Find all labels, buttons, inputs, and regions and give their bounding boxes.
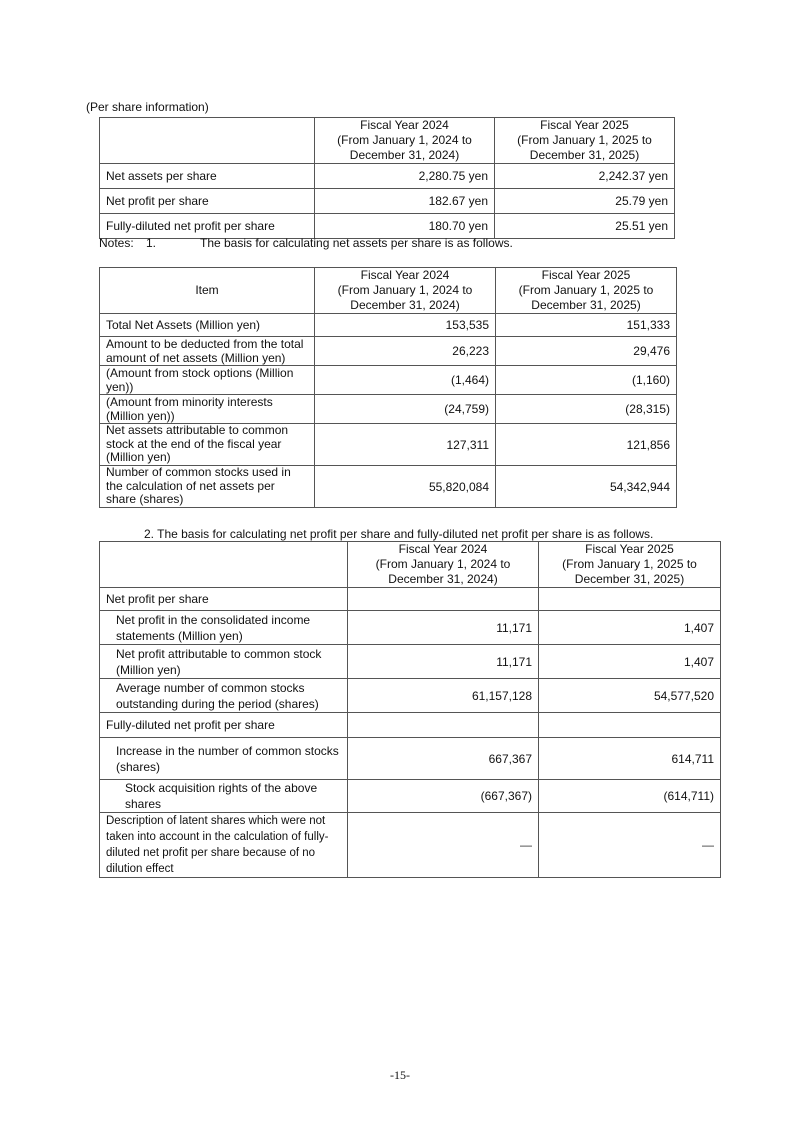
header-line: December 31, 2025) (574, 572, 685, 586)
section-label (100, 588, 348, 611)
row-label (100, 424, 315, 466)
empty-header-cell (100, 118, 315, 164)
label-line: outstanding during the period (shares) (116, 696, 319, 711)
fy2025-header (496, 268, 677, 314)
fy2024-header (348, 542, 539, 588)
fy2025-value: 151,333 (496, 314, 677, 337)
table-row (100, 738, 721, 780)
label-line: Net profit per share (106, 592, 209, 606)
label-line: (Million yen)) (106, 409, 175, 423)
row-label (100, 466, 315, 508)
table-row (100, 366, 677, 395)
fy2024-value: 11,171 (348, 645, 539, 679)
fy2025-value (539, 588, 721, 611)
label-line: (Million yen) (116, 662, 181, 677)
label-line: yen)) (106, 380, 134, 394)
header-line: Fiscal Year 2024 (398, 542, 488, 556)
page-number: -15- (390, 1068, 410, 1082)
label-line: (Million yen) (106, 450, 171, 465)
per-share-table (99, 117, 675, 239)
note1-prefix: Notes: (99, 236, 134, 250)
header-line: Fiscal Year 2025 (540, 118, 629, 132)
table-row (100, 314, 677, 337)
table-row (100, 588, 721, 611)
fy2024-value: 11,171 (348, 611, 539, 645)
table-row (100, 337, 677, 366)
fy2024-value: 2,280.75 yen (315, 164, 495, 189)
label-line: diluted net profit per share because of no (106, 847, 316, 859)
header-line: (From January 1, 2025 to (517, 133, 652, 147)
note2-text: 2. The basis for calculating net profit per share and fully-diluted net profit per share is as follows. (144, 527, 654, 541)
header-line: December 31, 2024) (349, 148, 460, 162)
header-line: (From January 1, 2025 to (562, 557, 697, 571)
label-line: (Amount from stock options (Million (106, 366, 294, 380)
label-line: Stock acquisition rights of the above (125, 781, 318, 795)
label-line: Total Net Assets (Million yen) (106, 318, 261, 332)
label-line: Average number of common stocks (116, 680, 305, 695)
row-label (100, 679, 348, 713)
label-line: Description of latent shares which were not (106, 815, 326, 827)
header-line: (From January 1, 2024 to (337, 133, 472, 147)
fy2025-value: 54,577,520 (539, 679, 721, 713)
table-header-row (100, 268, 677, 314)
row-label (100, 366, 315, 395)
header-line: December 31, 2024) (350, 298, 460, 312)
per-share-title: (Per share information) (86, 100, 209, 114)
fy2024-value (348, 588, 539, 611)
table-row (100, 189, 675, 214)
note1-number: 1. (146, 236, 157, 250)
fy2025-value: 1,407 (539, 611, 721, 645)
fy2024-value: (1,464) (315, 366, 496, 395)
label-line: dilution effect (106, 863, 174, 875)
table-row (100, 424, 677, 466)
fy2025-value: 614,711 (539, 738, 721, 780)
label-line: shares (125, 797, 162, 811)
label-line: (shares) (116, 759, 161, 774)
net-assets-basis-table (99, 267, 677, 508)
fy2024-value: ― (348, 813, 539, 878)
net-profit-basis-table (99, 541, 721, 878)
row-label (100, 395, 315, 424)
row-label (100, 780, 348, 813)
fy2024-value: 61,157,128 (348, 679, 539, 713)
fy2025-value: 2,242.37 yen (495, 164, 675, 189)
section-label (100, 713, 348, 738)
label-line: Increase in the number of common stocks (116, 743, 339, 758)
header-line: Fiscal Year 2025 (541, 268, 631, 282)
table-row (100, 780, 721, 813)
fy2025-value: (614,711) (539, 780, 721, 813)
row-label: Net profit per share (100, 189, 315, 214)
label-line: statements (Million yen) (116, 628, 243, 643)
empty-header-cell (100, 542, 348, 588)
fy2024-value: 182.67 yen (315, 189, 495, 214)
fy2024-value (348, 713, 539, 738)
row-label (100, 738, 348, 780)
table-row (100, 611, 721, 645)
fy2025-value: 29,476 (496, 337, 677, 366)
header-line: December 31, 2024) (388, 572, 498, 586)
row-label (100, 314, 315, 337)
label-line: share (shares) (106, 492, 184, 507)
label-line: the calculation of net assets per (106, 478, 275, 493)
row-label (100, 337, 315, 366)
fy2025-header (495, 118, 675, 164)
fy2025-value: 25.79 yen (495, 189, 675, 214)
fy2024-value: 180.70 yen (315, 214, 495, 239)
label-line: (Amount from minority interests (106, 395, 273, 409)
fy2025-value: ― (539, 813, 721, 878)
table-row (100, 214, 675, 239)
label-line: Net assets attributable to common (106, 423, 289, 438)
header-line: December 31, 2025) (531, 298, 641, 312)
table-row (100, 679, 721, 713)
fy2024-header (315, 118, 495, 164)
fy2024-value: 55,820,084 (315, 466, 496, 508)
header-line: (From January 1, 2024 to (337, 283, 473, 297)
item-header: Item (100, 268, 315, 314)
label-line: amount of net assets (Million yen) (106, 351, 286, 365)
fy2025-value (539, 713, 721, 738)
fy2025-value: 25.51 yen (495, 214, 675, 239)
row-label (100, 813, 348, 878)
header-line: (From January 1, 2024 to (375, 557, 511, 571)
fy2025-header (539, 542, 721, 588)
header-line: December 31, 2025) (529, 148, 640, 162)
row-label (100, 645, 348, 679)
note1-text: The basis for calculating net assets per share is as follows. (200, 236, 513, 250)
fy2024-header (315, 268, 496, 314)
fy2024-value: 26,223 (315, 337, 496, 366)
table-row (100, 713, 721, 738)
table-row (100, 164, 675, 189)
label-line: Fully-diluted net profit per share (106, 718, 275, 732)
fy2025-value: 1,407 (539, 645, 721, 679)
fy2025-value: (1,160) (496, 366, 677, 395)
header-line: (From January 1, 2025 to (518, 283, 654, 297)
header-line: Fiscal Year 2024 (360, 118, 449, 132)
label-line: Number of common stocks used in (106, 465, 291, 480)
fy2024-value: (667,367) (348, 780, 539, 813)
table-header-row (100, 118, 675, 164)
label-line: taken into account in the calculation of fully- (106, 831, 329, 843)
row-label: Fully-diluted net profit per share (100, 214, 315, 239)
fy2025-value: 121,856 (496, 424, 677, 466)
label-line: Amount to be deducted from the total (106, 337, 304, 351)
table-row (100, 645, 721, 679)
header-line: Fiscal Year 2024 (360, 268, 450, 282)
fy2024-value: (24,759) (315, 395, 496, 424)
fy2024-value: 667,367 (348, 738, 539, 780)
fy2025-value: (28,315) (496, 395, 677, 424)
row-label: Net assets per share (100, 164, 315, 189)
table-header-row (100, 542, 721, 588)
row-label (100, 611, 348, 645)
label-line: stock at the end of the fiscal year (106, 436, 282, 451)
label-line: Net profit attributable to common stock (116, 646, 322, 661)
label-line: Net profit in the consolidated income (116, 612, 311, 627)
fy2025-value: 54,342,944 (496, 466, 677, 508)
header-line: Fiscal Year 2025 (585, 542, 674, 556)
fy2024-value: 127,311 (315, 424, 496, 466)
fy2024-value: 153,535 (315, 314, 496, 337)
table-row (100, 395, 677, 424)
table-row (100, 813, 721, 878)
table-row (100, 466, 677, 508)
